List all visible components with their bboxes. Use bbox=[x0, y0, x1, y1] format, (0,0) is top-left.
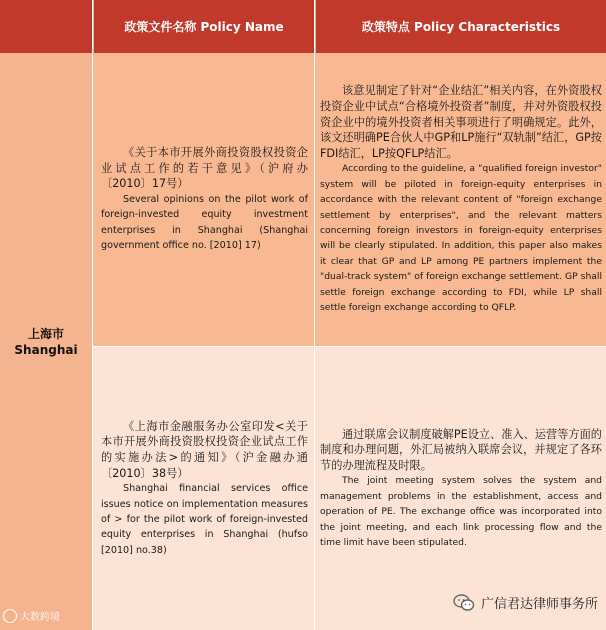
policy-name-zh-2: 《上海市金融服务办公室印发<关于本市开展外商投资股权投资企业试点工作的实施办法>的通知》（沪金融办通〔2010〕38号） bbox=[101, 419, 308, 480]
policy-char-en-2: The joint meeting system solves the system and management problems in the establishment, access and operation of PE. The exchange office was incorporated into the joint meeting, and each link processing flow and the time limit have been stipulated. bbox=[320, 475, 602, 548]
watermark-left-text: 大数跨境 bbox=[20, 612, 60, 623]
policy-characteristics-cell-2 bbox=[315, 347, 606, 630]
watermark-right bbox=[453, 593, 598, 612]
circle-logo-icon bbox=[3, 609, 17, 623]
policy-name-cell-2 bbox=[93, 347, 314, 630]
policy-name-zh-1: 《关于本市开展外商投资股权投资企业试点工作的若干意见》（沪府办〔2010〕17号） bbox=[101, 146, 308, 191]
policy-char-zh-2: 通过联席会议制度破解PE设立、准入、运营等方面的制度和办理问题，外汇局被纳入联席会议，并规定了各环节的办理流程及时限。 bbox=[320, 427, 602, 472]
policy-char-en-1: According to the guideline, a "qualified foreign investor" system will be piloted in foreign-equity enterprises in accordance with the relevant content of "foreign exchange settlement by enterprises", and the relevant matters concerning foreign investors in foreign-equity enterprises will be clearly stipulated. In addition, this paper also makes it clear that GP and LP among PE partners implement the "dual-track system" of foreign exchange settlement. GP shall settle foreign exchange according to FDI, while LP shall settle foreign exchange according to QFLP. bbox=[320, 163, 602, 314]
region-zh: 上海市 bbox=[27, 326, 64, 341]
wechat-icon bbox=[453, 594, 475, 612]
policy-characteristics-cell-1 bbox=[315, 53, 606, 346]
policy-char-zh-1: 该意见制定了针对“企业结汇”相关内容，在外资股权投资企业中试点“合格境外投资者”制度，并对外资股权投资企业中的境外投资者相关事项进行了明确规定。此外，该文还明确PE合伙人中GP和LP施行“双轨制”结汇，GP按FDI结汇，LP按QFLP结汇。 bbox=[320, 84, 602, 160]
header-region bbox=[0, 0, 92, 53]
region-en: Shanghai bbox=[14, 342, 78, 357]
policy-name-cell-1 bbox=[93, 53, 314, 346]
policy-name-en-2: Shanghai financial services office issues notice on implementation measures of > for the pilot work of foreign-invested equity enterprises in Shanghai (hufso [2010] no.38) bbox=[101, 483, 308, 556]
header-policy-characteristics: 政策特点 Policy Characteristics bbox=[315, 0, 606, 53]
policy-name-en-1: Several opinions on the pilot work of foreign-invested equity investment enterprises in Shanghai (Shanghai government office no. [2010] 17) bbox=[101, 194, 308, 252]
watermark-right-text: 广信君达律师事务所 bbox=[480, 597, 598, 612]
watermark-left bbox=[3, 608, 60, 623]
region-cell bbox=[0, 53, 92, 630]
header-policy-name: 政策文件名称 Policy Name bbox=[93, 0, 314, 53]
